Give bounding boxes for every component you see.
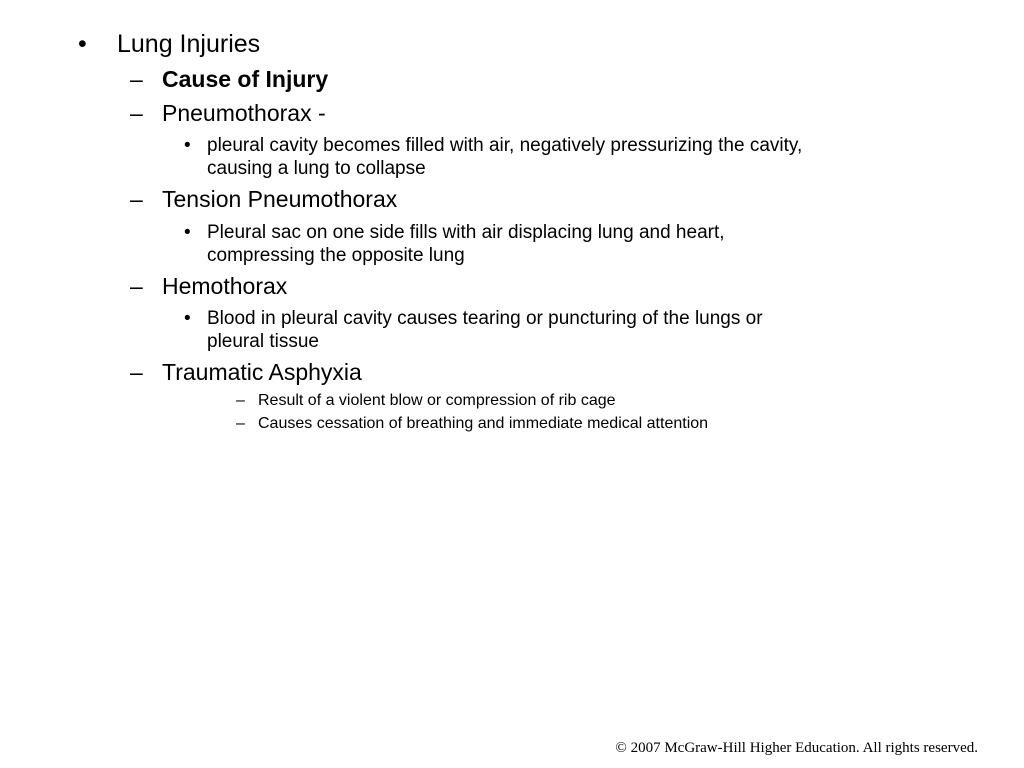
subheading-hemothorax: Hemothorax — [162, 273, 288, 299]
pneumothorax-description-line2: causing a lung to collapse — [207, 158, 426, 179]
asphyxia-point-2: Causes cessation of breathing and immediate medical attention — [258, 415, 709, 432]
heading-lung-injuries: Lung Injuries — [117, 30, 261, 58]
bullet-marker: • — [184, 135, 191, 156]
subheading-pneumothorax: Pneumothorax - — [162, 100, 326, 126]
bullet-marker: • — [78, 30, 87, 58]
bullet-marker: • — [184, 222, 191, 243]
dash-marker: – — [236, 415, 245, 432]
dash-marker: – — [130, 100, 143, 126]
subheading-tension-pneumothorax: Tension Pneumothorax — [162, 186, 398, 212]
tension-description-line2: compressing the opposite lung — [207, 245, 465, 266]
dash-marker: – — [130, 186, 143, 212]
dash-marker: – — [236, 392, 245, 409]
asphyxia-point-1: Result of a violent blow or compression of rib cage — [258, 392, 616, 409]
hemothorax-description-line1: Blood in pleural cavity causes tearing or puncturing of the lungs or — [207, 308, 763, 329]
copyright-footer: © 2007 McGraw-Hill Higher Education. All rights reserved. — [615, 740, 978, 756]
pneumothorax-description-line1: pleural cavity becomes filled with air, negatively pressurizing the cavity, — [207, 135, 803, 156]
tension-description-line1: Pleural sac on one side fills with air displacing lung and heart, — [207, 222, 725, 243]
hemothorax-description-line2: pleural tissue — [207, 331, 319, 352]
dash-marker: – — [130, 66, 143, 92]
bullet-marker: • — [184, 308, 191, 329]
dash-marker: – — [130, 359, 143, 385]
subheading-traumatic-asphyxia: Traumatic Asphyxia — [162, 359, 362, 385]
dash-marker: – — [130, 273, 143, 299]
subheading-cause-of-injury: Cause of Injury — [162, 66, 329, 92]
